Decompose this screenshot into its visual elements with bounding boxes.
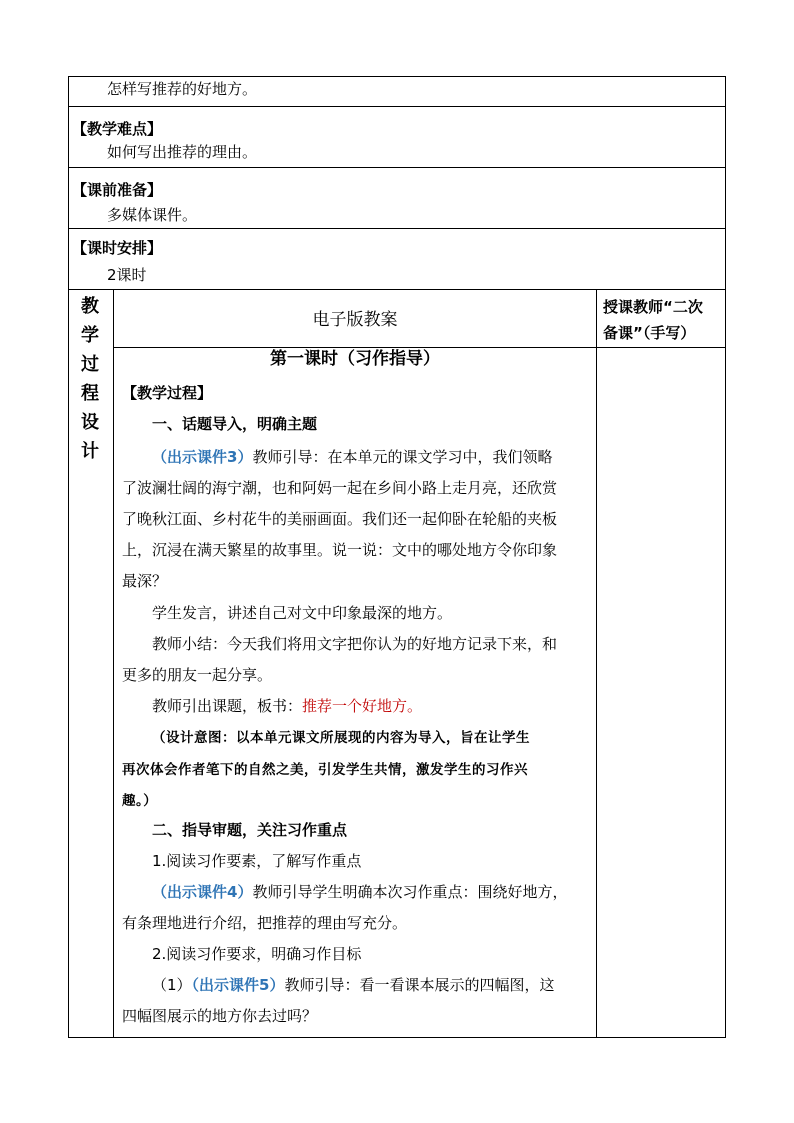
notes-column-divider [596,289,597,1038]
lesson-title: 第一课时（习作指导） [270,349,440,369]
paragraph-line: 有条理地进行介绍，把推荐的理由写充分。 [122,914,408,932]
side-label-divider [113,289,114,1038]
row-divider [68,228,726,229]
courseware-3-label: （出示课件3） [152,448,253,466]
design-note-line: 趣。） [122,793,158,809]
paragraph-line: 教师小结：今天我们将用文字把你认为的好地方记录下来，和 [152,635,558,653]
table-right-border [725,76,726,1038]
section1-title: 一、话题导入，明确主题 [152,415,318,433]
row-divider [68,167,726,168]
courseware-4-label: （出示课件4） [152,883,253,901]
schedule-heading: 【课时安排】 [72,239,163,257]
main-title: 电子版教案 [312,310,398,330]
preparation-heading: 【课前准备】 [72,181,163,199]
table-top-border [68,76,726,77]
top-row-text: 怎样写推荐的好地方。 [107,80,258,98]
lesson-topic: 推荐一个好地方。 [302,697,423,715]
row-divider [68,289,726,290]
paragraph-line: 更多的朋友一起分享。 [122,666,273,684]
row-divider [68,106,726,107]
paragraph-line: 教师引出课题，板书：推荐一个好地方。 [152,697,423,715]
side-label-char: 教 [81,296,99,317]
side-label-char: 计 [81,441,99,462]
paragraph-line: 四幅图展示的地方你去过吗？ [122,1007,318,1025]
schedule-text: 2课时 [107,266,147,284]
paragraph-line: （出示课件3）教师引导：在本单元的课文学习中，我们领略 [152,448,553,466]
section2-title: 二、指导审题，关注习作重点 [152,821,348,839]
table-bottom-border [68,1037,726,1038]
paragraph-line: 了波澜壮阔的海宁潮，也和阿妈一起在乡间小路上走月亮，还欣赏 [122,479,558,497]
teacher-header-line2: 备课”（手写） [603,324,696,342]
paragraph-line: （1）（出示课件5）教师引导：看一看课本展示的四幅图，这 [152,976,555,994]
difficulty-heading: 【教学难点】 [72,120,163,138]
design-note-line: 再次体会作者笔下的自然之美，引发学生共情，激发学生的习作兴 [122,762,528,778]
process-heading: 【教学过程】 [122,384,213,402]
preparation-text: 多媒体课件。 [107,206,198,224]
table-left-border [68,76,69,1038]
side-label-char: 设 [81,412,99,433]
item-1-heading: 1.阅读习作要素，了解写作重点 [152,852,362,870]
paragraph-line: 学生发言，讲述自己对文中印象最深的地方。 [152,604,453,622]
item-2-heading: 2.阅读习作要求，明确习作目标 [152,945,362,963]
paragraph-line: 上，沉浸在满天繁星的故事里。说一说：文中的哪处地方令你印象 [122,541,558,559]
header-divider [113,347,726,348]
difficulty-text: 如何写出推荐的理由。 [107,143,258,161]
courseware-5-label: （出示课件5） [191,976,285,994]
design-note-line: （设计意图：以本单元课文所展现的内容为导入，旨在让学生 [152,730,530,746]
side-label-char: 过 [81,354,99,375]
paragraph-line: 最深？ [122,572,168,590]
paragraph-line: 了晚秋江面、乡村花牛的美丽画面。我们还一起仰卧在轮船的夹板 [122,510,558,528]
side-label-char: 程 [81,383,99,404]
side-label-char: 学 [81,325,99,346]
paragraph-line: （出示课件4）教师引导学生明确本次习作重点：围绕好地方， [152,883,568,901]
teacher-header-line1: 授课教师“二次 [603,298,703,316]
